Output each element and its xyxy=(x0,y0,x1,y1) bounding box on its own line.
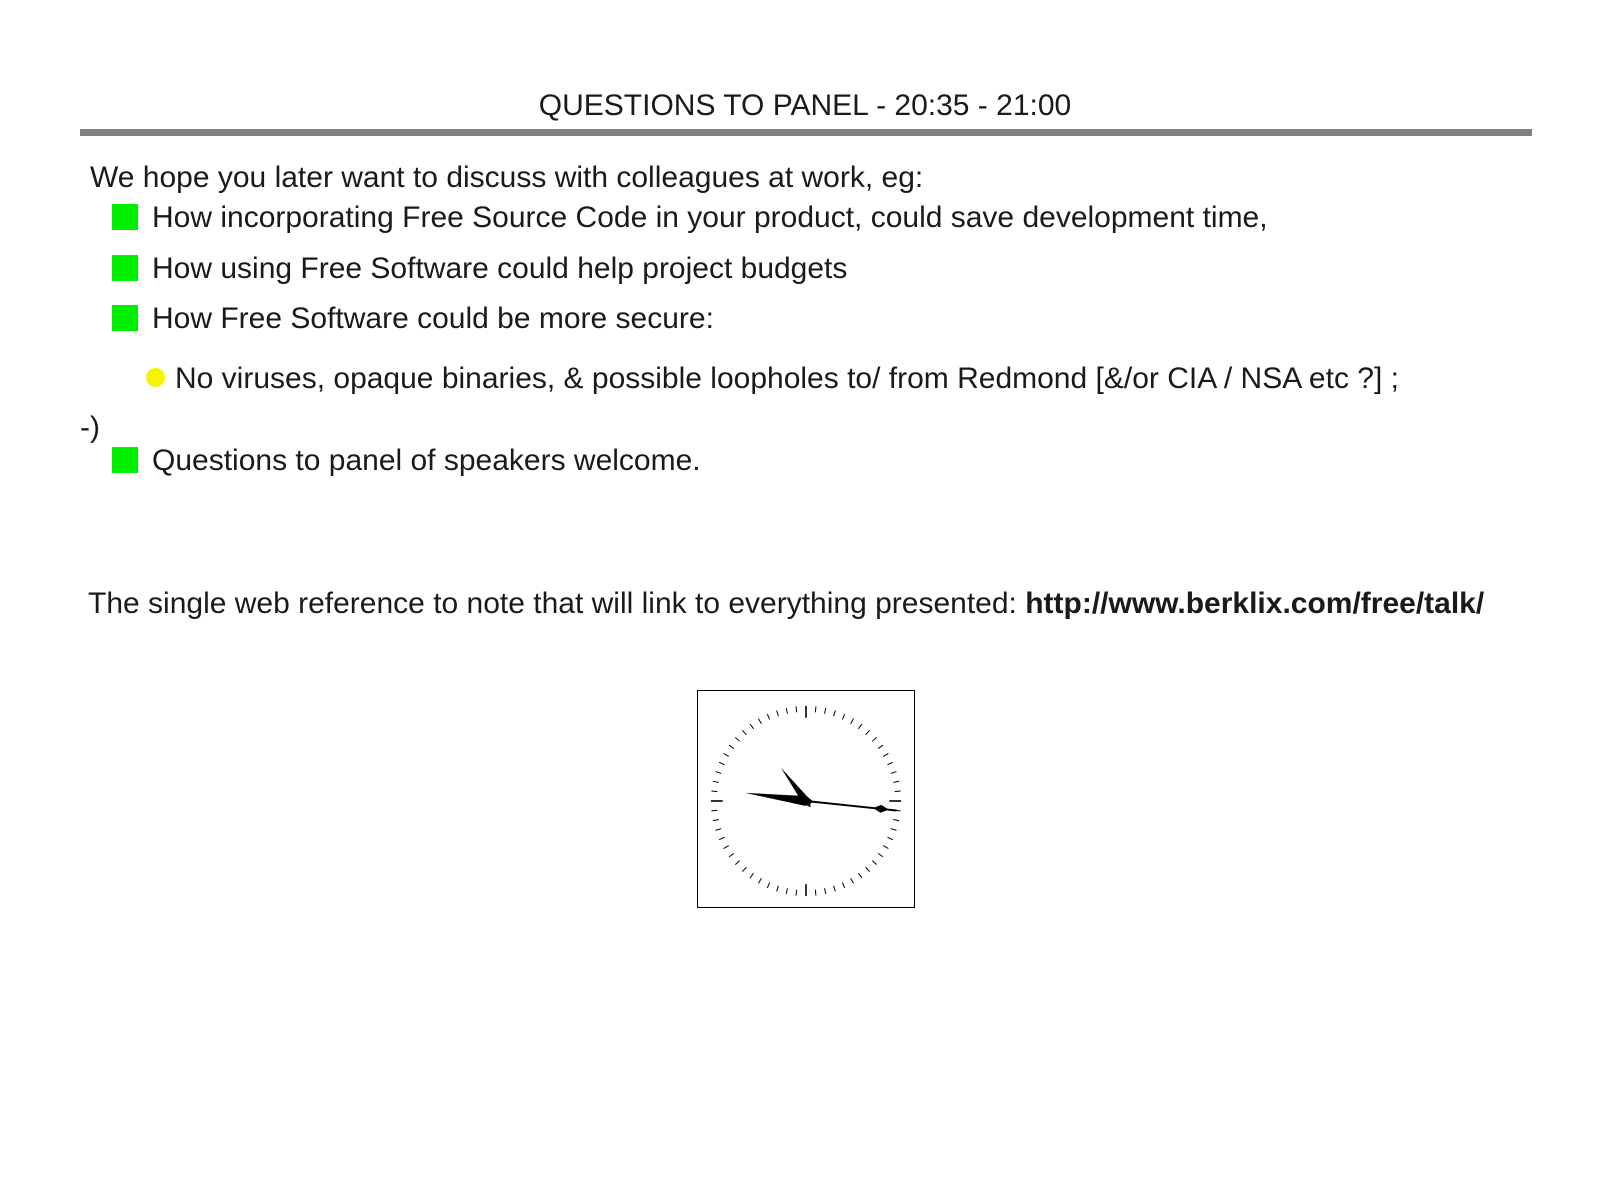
clock-tick xyxy=(893,820,899,821)
list-item-text: Questions to panel of speakers welcome. xyxy=(152,444,701,477)
clock-tick xyxy=(724,753,729,756)
clock-tick xyxy=(750,724,753,729)
list-item xyxy=(112,441,701,481)
clock-tick xyxy=(742,867,746,871)
list-item xyxy=(112,249,847,289)
clock-tick xyxy=(735,861,739,865)
clock-tick xyxy=(866,867,870,871)
clock-tick xyxy=(724,846,729,849)
list-item xyxy=(112,198,1268,238)
sub-list-item-text: No viruses, opaque binaries, & possible loopholes to/ from Redmond [&/or CIA / NSA etc ?] ; xyxy=(175,362,1399,395)
green-square-bullet-icon xyxy=(112,305,138,331)
clock-tick xyxy=(815,890,816,896)
clock-tick xyxy=(767,714,769,719)
clock-tick xyxy=(729,745,734,748)
clock-tick xyxy=(742,730,746,734)
clock-tick xyxy=(767,882,769,887)
intro-text: We hope you later want to discuss with colleagues at work, eg: xyxy=(90,161,924,194)
clock-face-icon xyxy=(698,691,914,907)
clock-tick xyxy=(815,706,816,712)
clock-tick xyxy=(895,791,901,792)
clock-tick xyxy=(872,737,876,741)
web-reference-label: The single web reference to note that will link to everything presented: xyxy=(88,587,1026,620)
clock-tick xyxy=(842,714,844,719)
green-square-bullet-icon xyxy=(112,255,138,281)
clock-tick xyxy=(866,730,870,734)
list-item xyxy=(112,299,714,339)
clock-tick xyxy=(796,890,797,896)
clock-tick xyxy=(891,772,897,774)
clock-tick xyxy=(719,837,724,839)
clock-tick xyxy=(735,737,739,741)
clock-second-hand-tip xyxy=(873,805,889,813)
clock-tick xyxy=(750,873,753,878)
clock-tick xyxy=(883,846,888,849)
web-reference-url[interactable]: http://www.berklix.com/free/talk/ xyxy=(1025,587,1485,620)
clock-tick xyxy=(893,781,899,782)
clock-tick xyxy=(711,810,717,811)
clock-tick xyxy=(796,706,797,712)
clock-tick xyxy=(758,719,761,724)
clock-tick xyxy=(851,878,854,883)
clock-tick xyxy=(858,873,861,878)
clock-tick xyxy=(872,861,876,865)
clock-tick xyxy=(891,829,897,831)
clock-tick xyxy=(719,762,724,764)
clock-tick xyxy=(883,753,888,756)
clock-tick xyxy=(713,781,719,782)
yellow-dot-bullet-icon xyxy=(146,368,165,387)
page-title: QUESTIONS TO PANEL - 20:35 - 21:00 xyxy=(538,89,1072,122)
clock-tick xyxy=(777,711,779,717)
sub-list-item-continuation: -) xyxy=(80,411,100,444)
green-square-bullet-icon xyxy=(112,204,138,230)
title-divider xyxy=(80,129,1532,136)
clock-tick xyxy=(878,853,883,856)
clock-tick xyxy=(887,762,892,764)
web-reference xyxy=(80,578,1550,630)
clock-tick xyxy=(729,853,734,856)
clock-tick xyxy=(716,829,722,831)
clock-tick xyxy=(713,820,719,821)
clock-tick xyxy=(825,708,826,714)
clock-tick xyxy=(786,708,787,714)
sub-list-item xyxy=(146,359,1399,399)
analog-clock xyxy=(697,690,915,908)
list-item-text: How Free Software could be more secure: xyxy=(152,302,714,335)
list-item-text: How using Free Software could help project budgets xyxy=(152,252,848,285)
clock-tick xyxy=(711,791,717,792)
clock-tick xyxy=(834,886,836,892)
clock-tick xyxy=(777,886,779,892)
clock-tick xyxy=(858,724,861,729)
clock-tick xyxy=(825,888,826,894)
clock-tick xyxy=(758,878,761,883)
green-square-bullet-icon xyxy=(112,447,138,473)
list-item-text: How incorporating Free Source Code in your product, could save development time, xyxy=(152,201,1268,234)
clock-tick xyxy=(887,837,892,839)
clock-tick xyxy=(878,745,883,748)
clock-tick xyxy=(834,711,836,717)
clock-tick xyxy=(786,888,787,894)
clock-tick xyxy=(851,719,854,724)
clock-tick xyxy=(716,772,722,774)
clock-tick xyxy=(842,882,844,887)
